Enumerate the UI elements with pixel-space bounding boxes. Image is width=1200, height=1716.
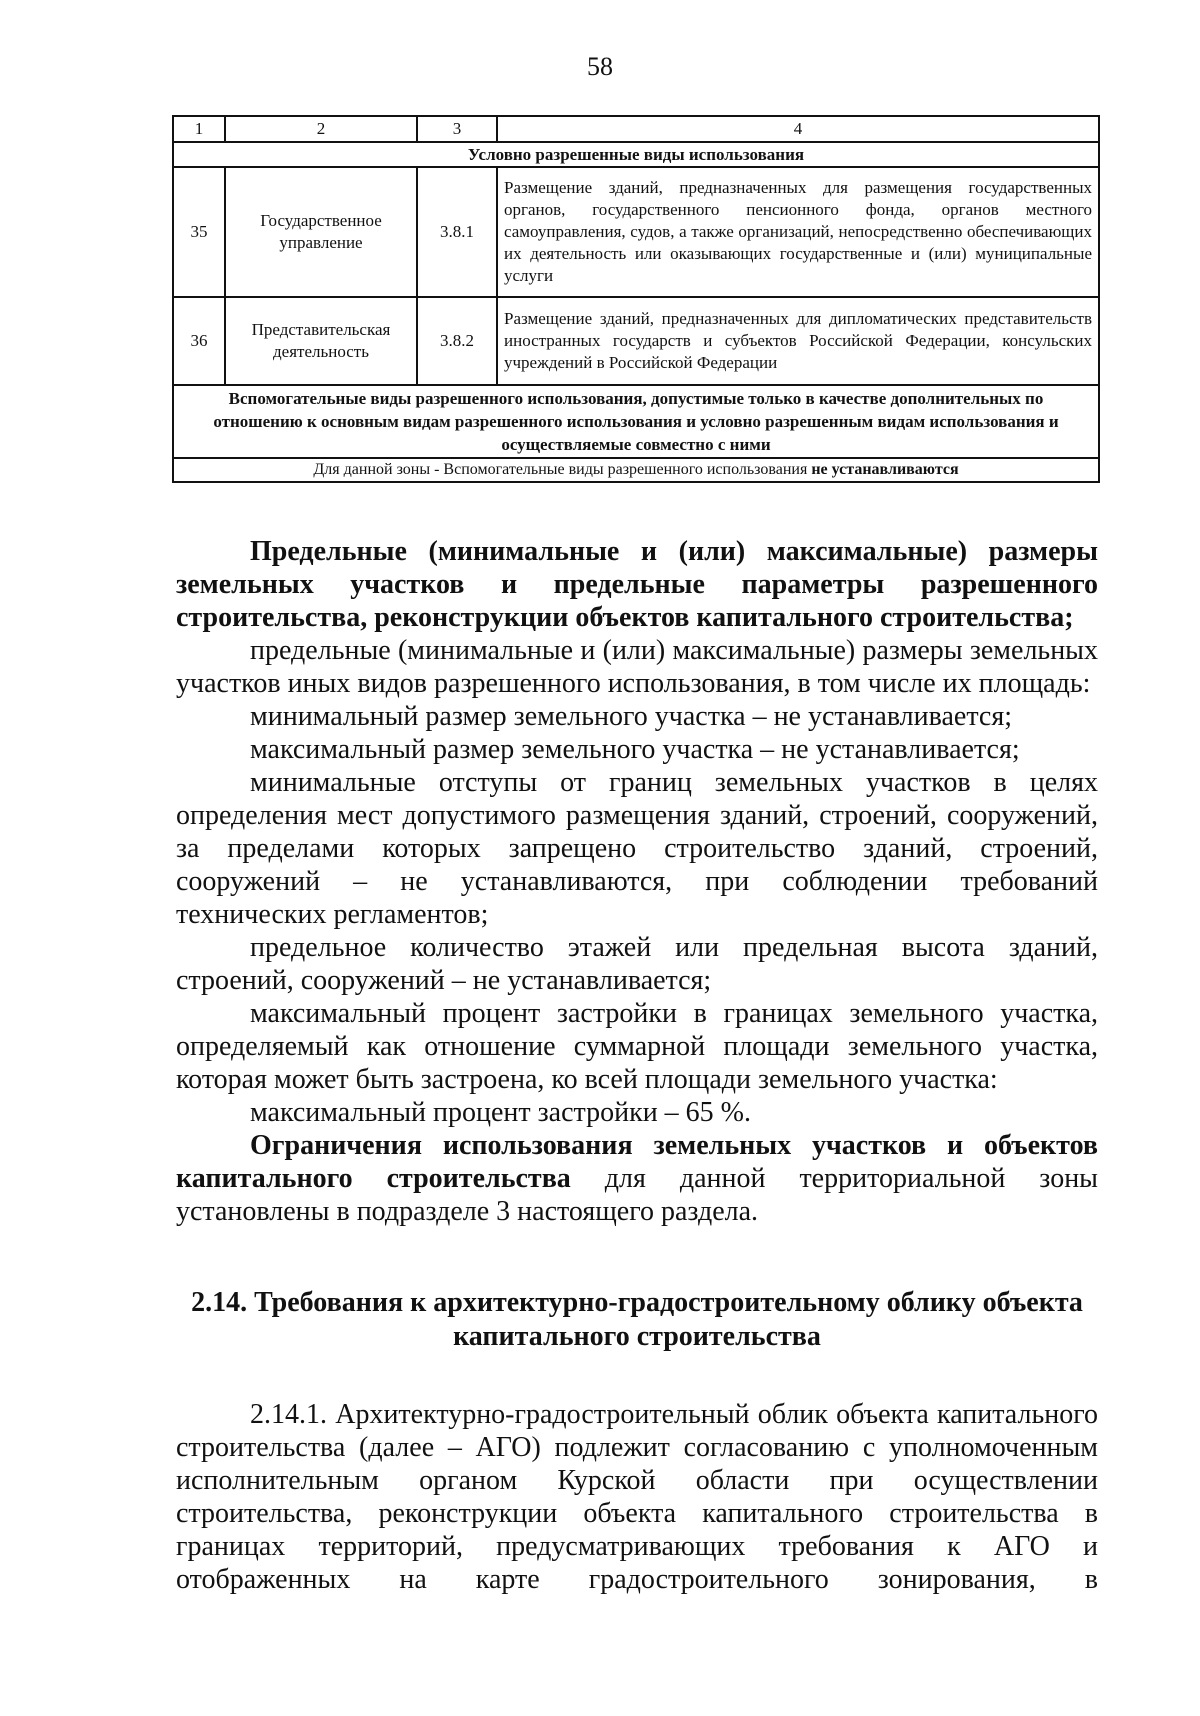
use-description: Размещение зданий, предназначенных для дипломатических представительств иностранных государств и субъектов Российской Федерации, консульских учреждений в Российской Федерации bbox=[497, 297, 1099, 385]
row-number: 35 bbox=[173, 167, 225, 297]
use-name: Государственное управление bbox=[225, 167, 417, 297]
restrictions-paragraph bbox=[176, 1129, 1098, 1228]
page-number: 58 bbox=[587, 52, 613, 81]
auxiliary-uses-title: Вспомогательные виды разрешенного использования, допустимые только в качестве дополнительных по отношению к основным видам разрешенного использования и условно разрешенным видам использования и осуществляемые совместно с ними bbox=[173, 385, 1099, 458]
table-header-row bbox=[173, 116, 1099, 142]
paragraph: максимальный процент застройки – 65 %. bbox=[250, 1097, 752, 1128]
limits-heading: Предельные (минимальные и (или) максимальные) размеры земельных участков и предельные параметры разрешенного строительства, реконструкции объектов капитального строительства; bbox=[176, 536, 1098, 633]
table-header-cell: 4 bbox=[497, 116, 1099, 142]
paragraph: 2.14.1. Архитектурно-градостроительный облик объекта капитального строительства (далее – АГО) подлежит согласованию с уполномоченным исполнительным органом Курской области при осуществлении строительства, реконструкции объекта капитального строительства в границах территорий, предусматривающих требования к АГО и отображенных на карте градостроительного зонирования, в bbox=[176, 1399, 1098, 1595]
use-description: Размещение зданий, предназначенных для размещения государственных органов, государственного пенсионного фонда, органов местного самоуправления, судов, а также организаций, непосредственно обеспечивающих их деятельность или оказывающих государственные и (или) муниципальные услуги bbox=[497, 167, 1099, 297]
paragraph: максимальный размер земельного участка – не устанавливается; bbox=[250, 734, 1020, 765]
auxiliary-note-text: Для данной зоны - Вспомогательные виды разрешенного использования bbox=[313, 461, 812, 478]
section-title: 2.14. Требования к архитектурно-градостроительному облику объекта капитального строительства bbox=[191, 1287, 1083, 1352]
table-row bbox=[173, 297, 1099, 385]
table-header-cell: 1 bbox=[173, 116, 225, 142]
use-code: 3.8.2 bbox=[417, 297, 497, 385]
land-use-table bbox=[172, 115, 1100, 483]
auxiliary-note-emphasis: не устанавливаются bbox=[811, 461, 959, 478]
table-note-row bbox=[173, 458, 1099, 482]
table-row bbox=[173, 167, 1099, 297]
paragraph: предельные (минимальные и (или) максимальные) размеры земельных участков иных видов разрешенного использования, в том числе их площадь: bbox=[176, 635, 1098, 699]
paragraph: предельное количество этажей или предельная высота зданий, строений, сооружений – не устанавливается; bbox=[176, 932, 1098, 996]
document-body bbox=[176, 535, 1098, 1596]
conditional-uses-title: Условно разрешенные виды использования bbox=[173, 142, 1099, 167]
use-name: Представительская деятельность bbox=[225, 297, 417, 385]
paragraph: минимальные отступы от границ земельных участков в целях определения мест допустимого размещения зданий, строений, сооружений, за пределами которых запрещено строительство зданий, строений, сооружений – не устанавливаются, при соблюдении требований технических регламентов; bbox=[176, 767, 1098, 930]
table-section-row bbox=[173, 385, 1099, 458]
paragraph: максимальный процент застройки в границах земельного участка, определяемый как отношение суммарной площади земельного участка, которая может быть застроена, ко всей площади земельного участка: bbox=[176, 998, 1098, 1095]
table-header-cell: 3 bbox=[417, 116, 497, 142]
restrictions-emphasis: Ограничения использования земельных участков и объектов капитального строительства bbox=[176, 1130, 1098, 1194]
row-number: 36 bbox=[173, 297, 225, 385]
use-code: 3.8.1 bbox=[417, 167, 497, 297]
auxiliary-uses-note bbox=[173, 458, 1099, 482]
table-section-row bbox=[173, 142, 1099, 167]
restrictions-text: для данной территориальной зоны установлены в подразделе 3 настоящего раздела. bbox=[176, 1163, 1098, 1227]
paragraph: минимальный размер земельного участка – не устанавливается; bbox=[250, 701, 1013, 732]
table-header-cell: 2 bbox=[225, 116, 417, 142]
